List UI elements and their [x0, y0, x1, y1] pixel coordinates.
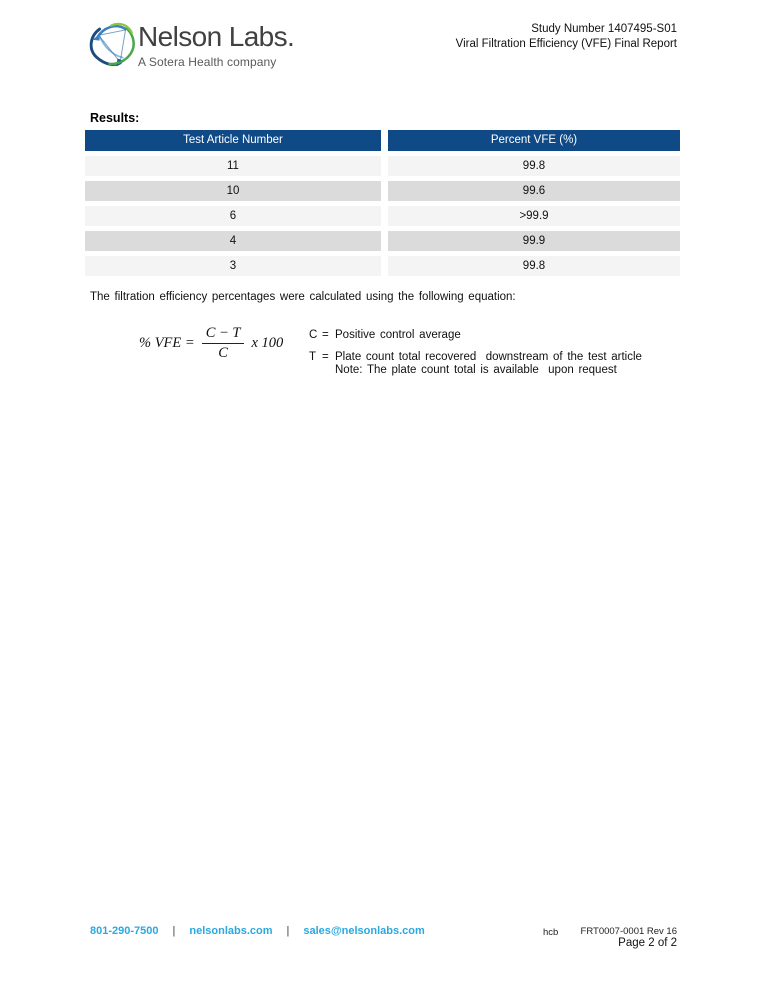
table-cell-article-number: 3	[85, 256, 381, 276]
legend-definition-c: Positive control average	[335, 329, 461, 341]
equation-denominator: C	[202, 343, 244, 361]
table-cell-article-number: 11	[85, 156, 381, 176]
equation-intro-text: The filtration efficiency percentages were calculated using the following equation:	[90, 291, 516, 303]
table-cell-article-number: 6	[85, 206, 381, 226]
nelson-labs-logo	[85, 19, 294, 71]
brand-tagline: A Sotera Health company	[138, 55, 277, 69]
equation-lhs: % VFE =	[139, 335, 195, 351]
legend-definition-t: Plate count total recovered downstream of the test article	[335, 351, 642, 363]
footer-separator: |	[286, 925, 290, 937]
legend-symbol-t: T	[309, 351, 317, 363]
results-table	[85, 130, 680, 276]
legend-line-t	[309, 351, 642, 363]
column-header-test-article: Test Article Number	[85, 130, 381, 151]
equation-legend	[309, 329, 642, 376]
footer-email-link[interactable]: sales@nelsonlabs.com	[303, 925, 425, 937]
results-label: Results:	[90, 111, 140, 125]
equation-numerator: C − T	[205, 325, 241, 341]
table-cell-percent-vfe: 99.8	[388, 156, 680, 176]
footer-page-number: Page 2 of 2	[618, 937, 677, 949]
logo-text	[138, 19, 294, 71]
vfe-equation	[139, 326, 283, 361]
column-header-percent-vfe: Percent VFE (%)	[388, 130, 680, 151]
table-cell-article-number: 10	[85, 181, 381, 201]
footer-initials: hcb	[543, 927, 559, 938]
nelson-labs-globe-icon	[85, 21, 141, 71]
footer-contact-links	[90, 925, 425, 937]
study-number: Study Number 1407495-S01	[531, 23, 677, 35]
footer-phone-link[interactable]: 801-290-7500	[90, 925, 159, 937]
equation-rhs: x 100	[251, 335, 284, 351]
equation-fraction	[202, 326, 245, 361]
table-cell-percent-vfe: 99.6	[388, 181, 680, 201]
legend-note: Note: The plate count total is available upon request	[335, 364, 617, 376]
legend-line-c	[309, 329, 642, 341]
footer-document-number: FRT0007-0001 Rev 16	[580, 926, 677, 937]
footer-separator: |	[172, 925, 176, 937]
table-cell-article-number: 4	[85, 231, 381, 251]
legend-symbol-c: C	[309, 329, 318, 341]
report-title: Viral Filtration Efficiency (VFE) Final Report	[455, 38, 677, 50]
brand-name: Nelson Labs.	[138, 21, 295, 52]
footer-website-link[interactable]: nelsonlabs.com	[189, 925, 273, 937]
legend-equals: =	[322, 351, 329, 363]
legend-equals: =	[322, 329, 329, 341]
table-cell-percent-vfe: 99.8	[388, 256, 680, 276]
table-cell-percent-vfe: 99.9	[388, 231, 680, 251]
table-cell-percent-vfe: >99.9	[388, 206, 680, 226]
document-header	[456, 22, 677, 52]
